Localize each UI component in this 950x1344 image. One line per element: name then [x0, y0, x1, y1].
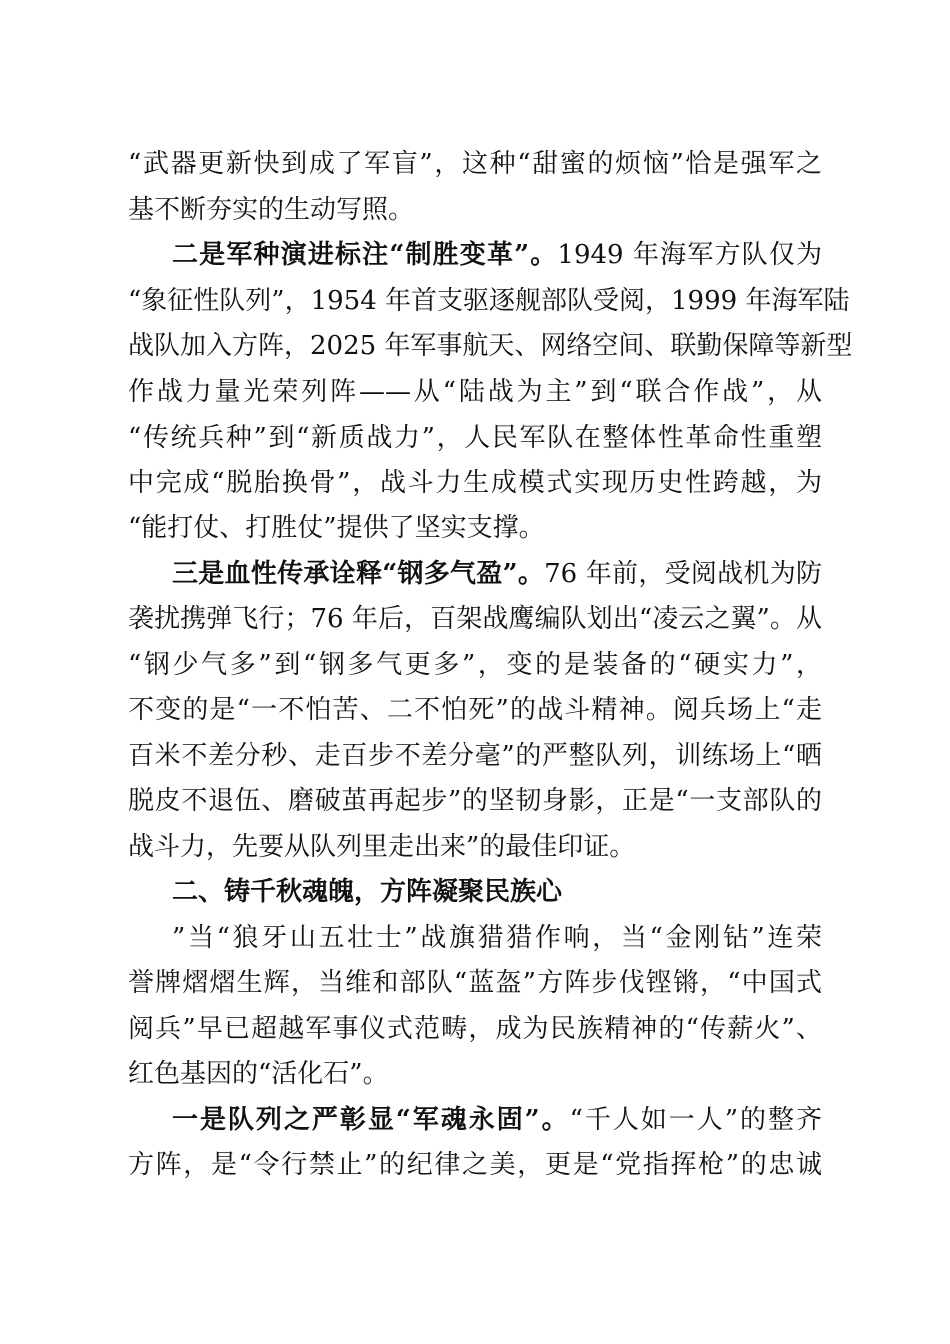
paragraph-text: 76 年前，受阅战机为防 [544, 559, 822, 589]
section-heading: 二、铸千秋魂魄，方阵凝聚民族心 [172, 877, 563, 907]
paragraph-line: 中完成“脱胎换骨”，战斗力生成模式实现历史性跨越，为 [128, 468, 822, 498]
paragraph-line: 袭扰携弹飞行；76 年后，百架战鹰编队划出“凌云之翼”。从 [128, 604, 822, 634]
paragraph-line: 阅兵”早已超越军事仪式范畴，成为民族精神的“传薪火”、 [128, 1014, 822, 1044]
paragraph-line: “钢少气多”到“钢多气更多”，变的是装备的“硬实力”， [128, 650, 822, 680]
paragraph-first-line [172, 1102, 822, 1138]
paragraph-line: 战斗力，先要从队列里走出来”的最佳印证。 [128, 832, 636, 862]
paragraph-lead: 三是血性传承诠释“钢多气盈”。 [172, 559, 545, 589]
paragraph-line: “武器更新快到成了军盲”，这种“甜蜜的烦恼”恰是强军之 [128, 149, 822, 179]
paragraph-line: “传统兵种”到“新质战力”，人民军队在整体性革命性重塑 [128, 423, 822, 453]
paragraph-line: “能打仗、打胜仗”提供了坚实支撑。 [128, 513, 545, 543]
paragraph-line: 作战力量光荣列阵——从“陆战为主”到“联合作战”，从 [128, 377, 822, 407]
paragraph-line: 誉牌熠熠生辉，当维和部队“蓝盔”方阵步伐铿锵，“中国式 [128, 968, 822, 998]
paragraph-line: 基不断夯实的生动写照。 [128, 195, 415, 225]
paragraph-line: “象征性队列”，1954 年首支驱逐舰部队受阅，1999 年海军陆 [128, 286, 850, 316]
paragraph-text: 1949 年海军方队仅为 [557, 240, 822, 270]
paragraph-line: 红色基因的“活化石”。 [128, 1059, 389, 1089]
paragraph-first-line [172, 237, 822, 273]
paragraph-first-line: ”当“狼牙山五壮士”战旗猎猎作响，当“金刚钻”连荣 [172, 923, 822, 953]
paragraph-line: 方阵，是“令行禁止”的纪律之美，更是“党指挥枪”的忠诚 [128, 1150, 822, 1180]
paragraph-line: 不变的是“一不怕苦、二不怕死”的战斗精神。阅兵场上“走 [128, 695, 822, 725]
paragraph-line: 战队加入方阵，2025 年军事航天、网络空间、联勤保障等新型 [128, 331, 853, 361]
paragraph-first-line [172, 556, 822, 592]
paragraph-lead: 一是队列之严彰显“军魂永固”。 [172, 1105, 570, 1135]
paragraph-line: 百米不差分秒、走百步不差分毫”的严整队列，训练场上“晒 [128, 741, 822, 771]
paragraph-line: 脱皮不退伍、磨破茧再起步”的坚韧身影，正是“一支部队的 [128, 786, 822, 816]
paragraph-text: “千人如一人”的整齐 [569, 1105, 822, 1135]
paragraph-lead: 二是军种演进标注“制胜变革”。 [172, 240, 558, 270]
